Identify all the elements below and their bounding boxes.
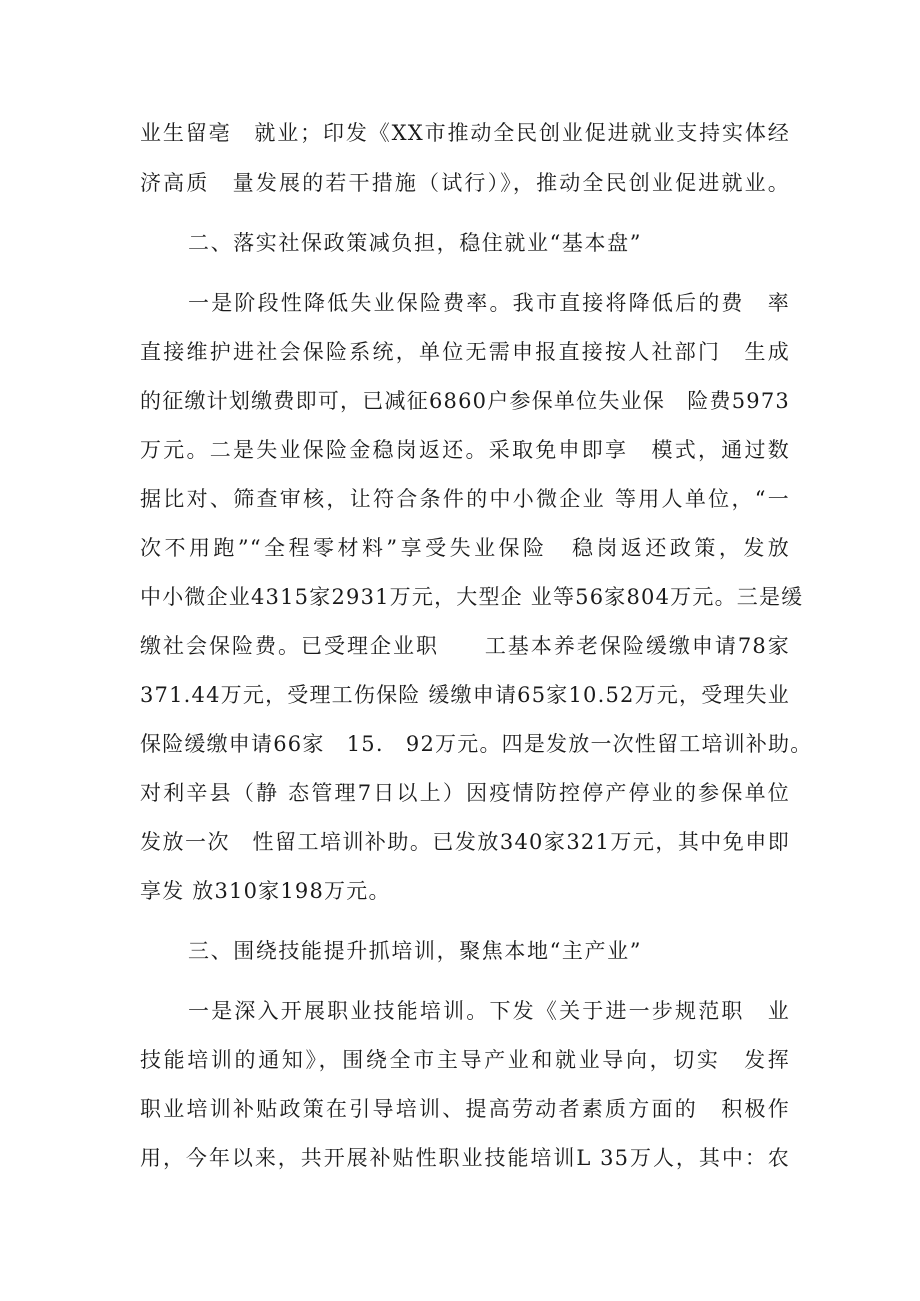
paragraph-line: 次不用跑”“全程零材料”享受失业保险 稳岗返还政策，发放	[140, 536, 790, 560]
paragraph-line: 业生留亳 就业；印发《XX市推动全民创业促进就业支持实体经	[140, 121, 790, 145]
paragraph-line: 据比对、筛查审核，让符合条件的中小微企业 等用人单位，“一	[140, 487, 790, 511]
paragraph-line: 济高质 量发展的若干措施（试行）》，推动全民创业促进就业。	[140, 171, 790, 195]
paragraph-line: 中小微企业4315家2931万元，大型企 业等56家804万元。三是缓	[140, 585, 804, 609]
paragraph-line: 对利辛县（静 态管理7日以上）因疫情防控停产停业的参保单位	[140, 781, 790, 805]
paragraph-line: 享发 放310家198万元。	[140, 879, 391, 903]
paragraph-line: 371.44万元，受理工伤保险 缓缴申请65家10.52万元，受理失业	[140, 683, 790, 707]
paragraph-line: 技能培训的通知》，围绕全市主导产业和就业导向，切实 发挥	[140, 1048, 790, 1072]
paragraph-line: 用，今年以来，共开展补贴性职业技能培训L 35万人，其中：农	[140, 1146, 790, 1170]
paragraph-line: 发放一次 性留工培训补助。已发放340家321万元，其中免申即	[140, 830, 790, 854]
section-heading: 二、落实社保政策减负担，稳住就业“基本盘”	[188, 231, 643, 255]
paragraph-line: 缴社会保险费。已受理企业职 工基本养老保险缓缴申请78家	[140, 634, 790, 658]
paragraph-line: 直接维护进社会保险系统，单位无需申报直接按人社部门 生成	[140, 340, 790, 364]
section-heading: 三、围绕技能提升抓培训，聚焦本地“主产业”	[188, 939, 643, 963]
paragraph-line: 万元。二是失业保险金稳岗返还。采取免申即享 模式，通过数	[140, 438, 790, 462]
paragraph-line: 一是阶段性降低失业保险费率。我市直接将降低后的费 率	[188, 291, 790, 315]
paragraph-line: 职业培训补贴政策在引导培训、提高劳动者素质方面的 积极作	[140, 1097, 790, 1121]
paragraph-line: 一是深入开展职业技能培训。下发《关于进一步规范职 业	[188, 999, 790, 1023]
paragraph-line: 保险缓缴申请66家 15. 92万元。四是发放一次性留工培训补助。	[140, 732, 813, 756]
paragraph-line: 的征缴计划缴费即可，已减征6860户参保单位失业保 险费5973	[140, 389, 790, 413]
